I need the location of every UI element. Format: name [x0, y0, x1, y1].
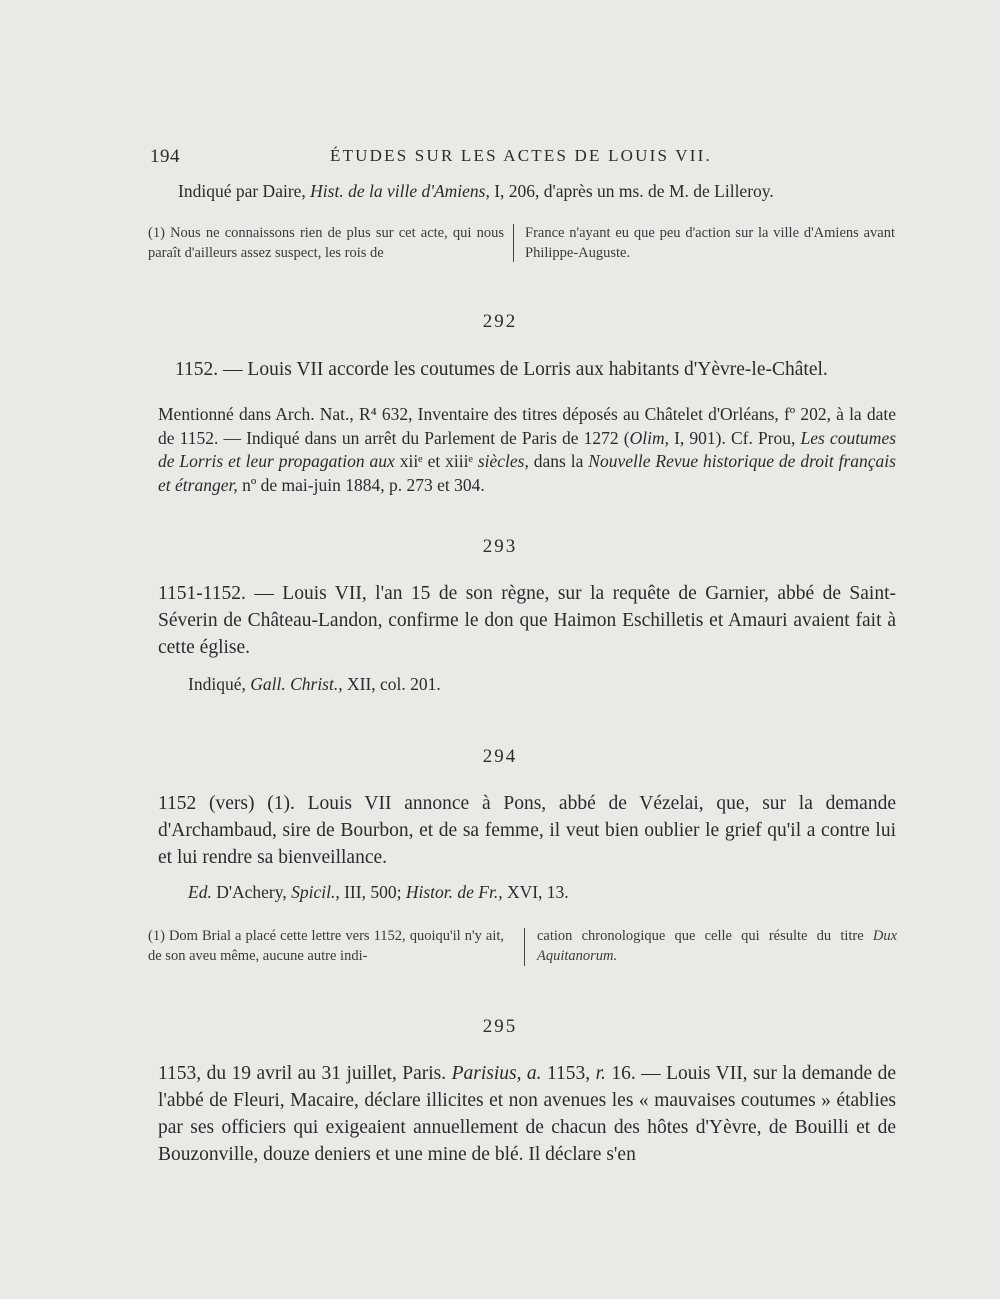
act-295-number: 295 — [482, 1016, 518, 1037]
act-292-note-1: Mentionné dans Arch. Nat., R⁴ 632, Inventaire des titres déposés au Châtelet d'Orléans, fº 202, à la date de 1152. — Indiqué dans un arrêt du Parlement de Paris de 1272 ( — [158, 404, 896, 448]
act-292-note-3: xiiᵉ et xiiiᵉ — [394, 451, 478, 471]
act-292-number: 292 — [482, 311, 518, 332]
act-294-note-italic-2: Spicil., — [291, 882, 340, 902]
footnote-2-left: (1) Dom Brial a placé cette lettre vers 1152, quoiqu'il n'y ait, de son aveu même, aucune autre indi- — [148, 928, 504, 964]
footnote-1-left: (1) Nous ne connaissons rien de plus sur cet acte, qui nous paraît d'ailleurs assez suspect, les rois de — [148, 225, 504, 261]
footnote-2-right-text: cation chronologique que celle qui résulte du titre — [537, 928, 864, 944]
act-292-note-italic-2: Les coutumes de Lorris et leur propagation aux — [158, 427, 897, 471]
act-293-note-italic: Gall. Christ., — [250, 674, 343, 694]
footnote-1-right: France n'ayant eu que peu d'action sur la ville d'Amiens avant Philippe-Auguste. — [525, 225, 895, 261]
act-292-note-italic-4: Nouvelle Revue historique de droit français et étranger, — [158, 451, 896, 495]
act-295-text-1: 1153, du 19 avril au 31 juillet, Paris. — [158, 1063, 452, 1084]
act-295-italic-2: r. — [595, 1063, 606, 1084]
act-292-note-italic-1: Olim, — [629, 427, 669, 448]
act-295-italic-1: Parisius, a. — [451, 1063, 542, 1084]
act-293-note-suffix: XII, col. 201. — [346, 674, 441, 694]
act-293-note-prefix: Indiqué, — [188, 674, 246, 694]
act-294-number: 294 — [482, 746, 518, 767]
top-note-suffix: I, 206, d'après un ms. de M. de Lilleroy. — [494, 181, 774, 201]
top-note-italic: Hist. de la ville d'Amiens, — [310, 181, 490, 201]
act-294-note-1: D'Achery, — [211, 882, 292, 902]
footnote-2-divider — [524, 928, 525, 966]
act-293-number: 293 — [482, 536, 518, 557]
act-294-note-2: III, 500; — [339, 882, 406, 902]
act-295-text — [158, 1060, 896, 1168]
act-293-note — [188, 673, 441, 697]
act-294-note — [188, 881, 569, 905]
footnote-1-divider — [513, 224, 514, 262]
act-294-note-3: XVI, 13. — [502, 882, 569, 902]
top-note-prefix: Indiqué par Daire, — [178, 181, 306, 201]
page-number: 194 — [150, 146, 180, 167]
footnote-2-right — [537, 926, 897, 966]
act-294-heading: 1152 (vers) (1). Louis VII annonce à Pons, abbé de Vézelai, que, sur la demande d'Archambaud, sire de Bourbon, et de sa femme, il veut bien oublier le grief qu'il a contre lui et lui rendre sa bienveillance. — [158, 793, 896, 868]
act-294-note-italic-1: Ed. — [188, 882, 212, 902]
top-note — [178, 180, 774, 204]
act-292-note — [158, 403, 896, 497]
act-293-heading: 1151-1152. — Louis VII, l'an 15 de son règne, sur la requête de Garnier, abbé de Saint-Séverin de Château-Landon, confirme le don que Haimon Eschilletis et Amauri avaient fait à cette église. — [158, 583, 896, 658]
act-295-text-3: 16. — Louis VII, sur la demande de l'abbé de Fleuri, Macaire, déclare illicites et non avenues les « mauvaises coutumes » établies par ses officiers qui exigeaient annuellement de chacun des hôtes d'Yèvre, de Bouilli et de Bouzonville, douze deniers et une mine de blé. Il déclare s'en — [158, 1063, 897, 1165]
footnote-2-right-italic: Dux Aquitanorum. — [537, 928, 898, 964]
act-295-text-2: 1153, — [541, 1063, 596, 1084]
act-292-note-italic-3: siècles, — [477, 451, 529, 471]
act-294-note-italic-3: Histor. de Fr., — [405, 882, 503, 902]
act-292-note-4: dans la — [528, 451, 589, 471]
running-title: ÉTUDES SUR LES ACTES DE LOUIS VII. — [330, 146, 712, 165]
act-292-note-2: I, 901). Cf. Prou, — [668, 427, 801, 448]
act-292-note-5: nº de mai-juin 1884, p. 273 et 304. — [237, 474, 485, 495]
act-292-heading: 1152. — Louis VII accorde les coutumes de Lorris aux habitants d'Yèvre-le-Châtel. — [175, 359, 828, 380]
